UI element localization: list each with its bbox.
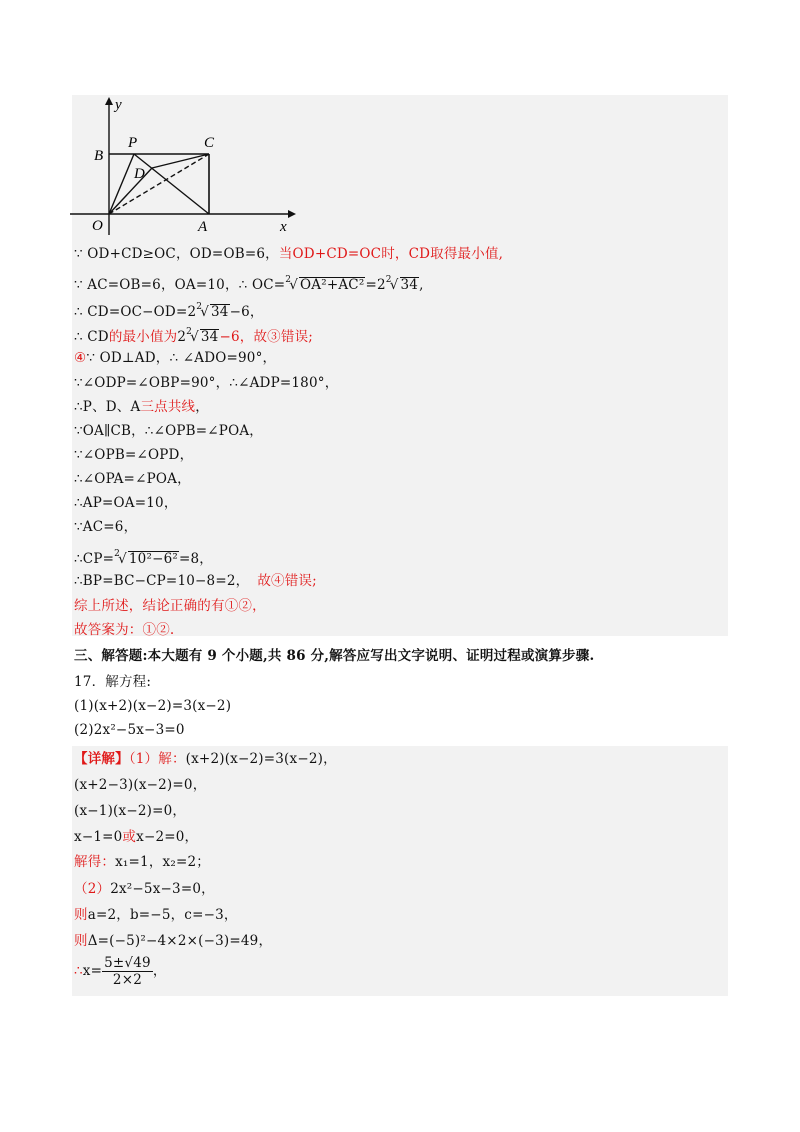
segment-DC [152, 154, 209, 168]
solution17-line-9: ∴x= $\frac{5\pm√49}{2\times 2}$ ， [74, 955, 167, 988]
solution-line-12: ∵AC=6， [74, 519, 138, 535]
label-O: O [92, 218, 103, 234]
solution17-line-7: 则a=2，b=−5，c=−3， [74, 907, 238, 923]
solution-line-1: ∵ OD+CD≥OC，OD=OB=6，当OD+CD=OC时，CD取得最小值, [74, 246, 504, 262]
solution-line-10: ∴∠OPA=∠POA， [74, 471, 191, 487]
solution-line-13: ∴CP=$^2$√ 10²−6²=8， [74, 549, 213, 567]
question-17-part-1: (1)(x+2)(x−2)=3(x−2) [74, 698, 232, 714]
solution-line-9: ∵∠OPB=∠OPD， [74, 447, 194, 463]
solution-line-6: ∵∠ODP=∠OBP=90°，∴∠ADP=180°， [74, 375, 339, 391]
solution-line-16: 故答案为：①②. [74, 622, 175, 638]
segment-OD [109, 168, 152, 214]
label-y: y [115, 97, 122, 113]
solution-line-7: ∴P、D、A三点共线， [74, 399, 209, 415]
solution17-line-8: 则Δ=(−5)²−4×2×(−3)=49， [74, 933, 273, 949]
x-axis-arrow [288, 210, 296, 218]
label-A: A [198, 219, 208, 235]
solution17-line-4: x−1=0或x−2=0， [74, 829, 199, 845]
solution-line-4: ∴ CD的最小值为$2^2√$ 34−6，故③错误; [74, 327, 314, 345]
label-P: P [128, 135, 138, 151]
solution-line-11: ∴AP=OA=10， [74, 495, 178, 511]
section-3-heading: 三、解答题:本大题有 9 个小题,共 86 分,解答应写出文字说明、证明过程或演算步骤. [74, 648, 595, 664]
solution-line-5: ④∵ OD⊥AD，∴ ∠ADO=90°， [74, 350, 277, 366]
solution-line-14: ∴BP=BC−CP=10−8=2， 故④错误; [74, 573, 317, 589]
fraction: $\frac{5\pm√49}{2\times 2}$ [104, 955, 151, 988]
label-B: B [94, 148, 104, 164]
solution17-line-2: (x+2−3)(x−2)=0， [74, 777, 207, 793]
label-C: C [204, 135, 215, 151]
solution17-line-5: 解得：x₁=1，x₂=2； [74, 854, 210, 870]
solution-line-3: ∴ $CD=OC-OD=2^2√$ 34−6， [74, 302, 264, 320]
solution17-line-6: （2）2x²−5x−3=0， [74, 881, 215, 897]
solution17-line-1: 【详解】（1）解：(x+2)(x−2)=3(x−2)， [74, 751, 337, 767]
solution-line-8: ∵OA∥CB，∴∠OPB=∠POA， [74, 423, 263, 439]
question-17-title: 17．解方程: [74, 674, 152, 690]
solution-line-2: ∵ AC=OB=6，OA=10，∴ OC=$^2$√ $OA^2+AC^2=2^2√$ 34, [74, 275, 424, 293]
label-x: x [280, 219, 287, 235]
coordinate-geometry-figure [70, 95, 300, 235]
segment-OC-dashed [109, 154, 209, 214]
segment-OP [109, 154, 134, 214]
solution-line-15: 综上所述，结论正确的有①②， [74, 598, 266, 614]
solution17-line-3: (x−1)(x−2)=0， [74, 803, 187, 819]
label-D: D [134, 166, 145, 182]
question-17-part-2: (2)2x²−5x−3=0 [74, 722, 185, 738]
y-axis-arrow [105, 97, 113, 105]
